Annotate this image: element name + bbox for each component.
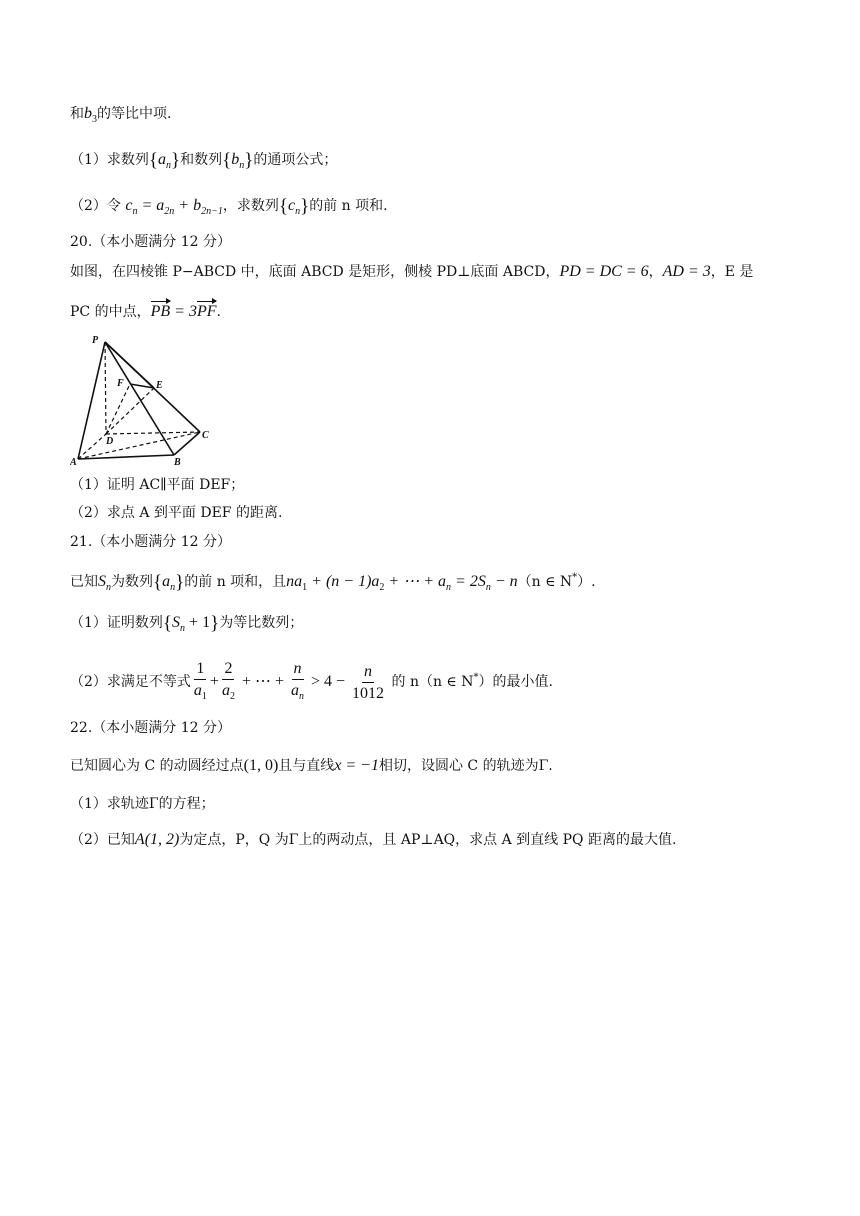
text: （1）求数列 — [70, 152, 149, 168]
math-sub: n — [446, 582, 452, 593]
math-sub: n — [132, 206, 138, 217]
math-sub: n — [106, 582, 111, 593]
question-part: （1）证明数列$\{S_n + 1\}$为等比数列； — [70, 613, 304, 634]
text-line — [70, 104, 171, 130]
question-part: （1）求轨迹Γ的方程； — [70, 796, 215, 812]
edge-dc — [106, 432, 200, 434]
text: 已知圆心为 C 的动圆经过点 — [70, 758, 244, 774]
math-sub: n — [239, 160, 245, 171]
math-var: b — [84, 105, 92, 122]
math-sup: * — [473, 672, 479, 683]
math-var: c — [287, 197, 296, 214]
math-var: b — [231, 151, 240, 168]
math-var: c — [125, 197, 133, 214]
math-text: = a — [137, 197, 165, 214]
math-text: x = −1 — [334, 757, 379, 774]
fraction: $\frac{2}{a_2}$ — [221, 659, 235, 702]
math-text: + ⋯ + a — [384, 573, 447, 590]
math-sub: 3 — [92, 114, 97, 125]
math-text: + 1 — [185, 614, 211, 631]
text: . — [216, 304, 221, 320]
text: （1）证明数列 — [70, 615, 163, 631]
math-sup: * — [572, 572, 578, 583]
math-text: + ⋯ + — [237, 673, 288, 690]
question-header: 20.（本小题满分 12 分） — [70, 234, 231, 250]
math-sub: n — [170, 582, 176, 593]
label-e: E — [156, 380, 163, 391]
text: 为数列 — [111, 574, 153, 590]
math-text: na — [286, 573, 303, 590]
edge-pa — [78, 342, 105, 459]
text: 且与直线 — [278, 758, 335, 774]
text-line — [70, 756, 553, 776]
pyramid-figure — [70, 334, 220, 469]
text: 的前 n 项和，且 — [184, 574, 287, 590]
edge-bc — [174, 432, 200, 455]
math-text: > 4 − — [307, 673, 350, 690]
math-var: S — [172, 614, 181, 631]
text: ，E 是 — [710, 264, 754, 280]
question-header: 22.（本小题满分 12 分） — [70, 720, 231, 736]
question-part: （2）求点 A 到平面 DEF 的距离. — [70, 505, 283, 521]
math-sub: 2n−1 — [201, 206, 223, 217]
math-text: = 3 — [170, 303, 197, 320]
text: ）. — [577, 574, 596, 590]
text: 的前 n 项和. — [309, 198, 388, 214]
math-var: S — [98, 573, 106, 590]
math-text: A(1, 2) — [134, 831, 180, 848]
label-p: P — [92, 335, 99, 346]
math-sub: 2n — [164, 206, 175, 217]
math-sub: n — [295, 206, 301, 217]
fraction: $\frac{1}{a_1}$ — [193, 659, 207, 702]
text: ， — [648, 264, 663, 280]
question-header: 21.（本小题满分 12 分） — [70, 534, 231, 550]
text: 为等比数列； — [219, 615, 304, 631]
text: PC 的中点， — [70, 304, 151, 320]
math-text: = 2S — [451, 573, 486, 590]
edge-pd — [105, 342, 106, 434]
math-text: − n — [490, 573, 518, 590]
label-a: A — [70, 457, 77, 468]
math-text: + b — [174, 197, 202, 214]
text-line: 已知$S_n$为数列$\{a_n\}$的前 n 项和，且$na_1 + (n - 1)a_2$ + ⋯ + $a_n = 2S_n - n(n$ ∈ N*）. — [70, 572, 596, 593]
math-var: a — [162, 573, 171, 590]
fraction: $\frac{n}{a_n}$ — [291, 659, 304, 702]
text: ）的最小值. — [478, 674, 553, 690]
vector: PF — [196, 303, 217, 320]
text: 的 n（n ∈ N — [391, 674, 474, 690]
text: （2）令 — [70, 198, 121, 214]
text: （n ∈ N — [517, 574, 573, 590]
question-part — [70, 830, 676, 850]
fraction: $\frac{n}{1012}$ — [352, 662, 385, 702]
math-var: a — [158, 151, 167, 168]
text: （2）已知 — [70, 832, 135, 848]
text: 已知 — [70, 574, 98, 590]
text: 的等比中项. — [97, 106, 172, 122]
edge-df — [106, 384, 130, 434]
text: 和数列 — [180, 152, 223, 168]
edge-ac — [78, 432, 200, 459]
text: 的通项公式； — [253, 152, 338, 168]
vector: PB — [150, 303, 171, 320]
label-d: D — [106, 436, 114, 447]
text-line — [70, 262, 753, 282]
text-line: （2）令 $c_n = a_{2n} + b_{2n-1}$，求数列$\{c_n\}$的前 n 项和. — [70, 196, 388, 217]
math-text: AD = 3 — [662, 263, 711, 280]
math-sub: n — [485, 582, 491, 593]
math-sub: n — [180, 623, 186, 634]
text: （2）求满足不等式 — [70, 674, 191, 690]
math-text: + (n − 1)a — [307, 573, 380, 590]
question-part: （2）求满足不等式 $\frac{1}{a_1}$ + $\frac{2}{a_2}$ + ⋯ + $\frac{n}{a_n}$ > 4 − $\frac{n}{1012}$ 的 n（n ∈ N*）的最小值. — [70, 656, 553, 705]
text: 为定点，P，Q 为Γ上的两动点，且 AP⊥AQ，求点 A 到直线 PQ 距离的最大值. — [179, 832, 677, 848]
text: 相切，设圆心 C 的轨迹为Γ. — [378, 758, 553, 774]
text-line — [70, 302, 221, 322]
text-line: （1）求数列$\{a_n\}$和数列$\{b_n\}$的通项公式； — [70, 150, 338, 171]
label-c: C — [202, 430, 209, 441]
text: 如图，在四棱锥 P−ABCD 中，底面 ABCD 是矩形，侧棱 PD⊥底面 ABCD， — [70, 264, 560, 280]
label-b: B — [174, 457, 181, 468]
text: 和 — [70, 106, 84, 122]
math-text: (1, 0) — [243, 757, 279, 774]
text: ，求数列 — [222, 198, 279, 214]
question-part: （1）证明 AC∥平面 DEF； — [70, 477, 245, 493]
math-text: PD = DC = 6 — [559, 263, 649, 280]
math-sub: n — [166, 160, 172, 171]
label-f: F — [117, 378, 124, 389]
